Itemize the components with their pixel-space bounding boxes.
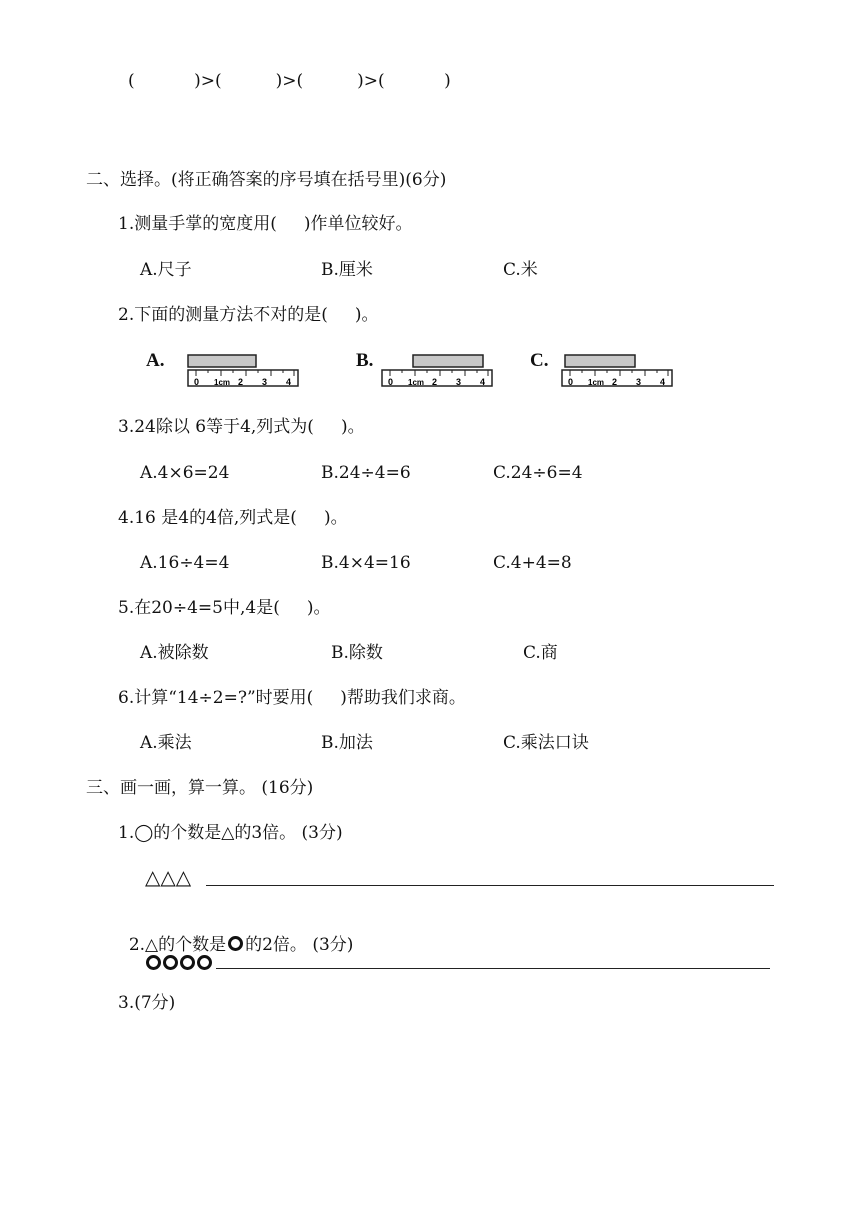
s3-q1-stem: 1.◯的个数是△的3倍。 (3分) [118,823,343,843]
ring-dot-icon [197,955,212,970]
s3-q1-answer-line[interactable] [206,885,774,886]
q2-option-b-ruler [380,352,498,390]
q5-option-b[interactable]: B.除数 [331,643,383,663]
tick-label: 1cm [588,378,605,387]
q2-option-c-label[interactable]: C. [530,350,549,371]
tick-label: 3 [262,377,268,387]
triangle-shapes: △△△ [145,865,192,889]
section-3-heading: 三、画一画，算一算。 (16分) [86,778,314,798]
q3-option-a[interactable]: A.4×6=24 [140,463,230,483]
tick-label: 2 [238,377,244,387]
tick-label: 1cm [408,378,425,387]
q5-stem: 5.在20÷4=5中,4是( )。 [118,598,331,618]
ring-dot-icon [146,955,161,970]
section-2-heading: 二、选择。(将正确答案的序号填在括号里)(6分) [86,170,447,190]
s3-q2-answer-line[interactable] [216,968,770,969]
q4-option-a[interactable]: A.16÷4=4 [140,553,230,573]
q1-option-b[interactable]: B.厘米 [321,260,373,280]
tick-label: 4 [286,377,292,387]
s3-q2-stem [118,912,353,956]
q4-option-b[interactable]: B.4×4=16 [321,553,411,573]
q2-stem: 2.下面的测量方法不对的是( )。 [118,305,379,325]
q6-option-a[interactable]: A.乘法 [140,733,192,753]
s3-q3-stem: 3.(7分) [118,993,176,1013]
q2-option-b-label[interactable]: B. [356,350,374,371]
q2-option-a-label[interactable]: A. [146,350,165,371]
q4-stem: 4.16 是4的4倍,列式是( )。 [118,508,348,528]
tick-label: 3 [456,377,462,387]
tick-label: 2 [612,377,618,387]
tick-label: 3 [636,377,642,387]
ring-dot-icon [163,955,178,970]
ring-dot-icon [180,955,195,970]
ring-dot-icon [228,936,243,951]
q1-option-a[interactable]: A.尺子 [140,260,192,280]
comparison-blanks-row: ( )>( )>( )>( ) [128,71,451,91]
tick-label: 4 [660,377,666,387]
ring-dots-row [146,955,214,971]
q6-option-b[interactable]: B.加法 [321,733,373,753]
q1-option-c[interactable]: C.米 [503,260,538,280]
q2-option-c-ruler [560,352,678,390]
q5-option-c[interactable]: C.商 [523,643,558,663]
tick-label: 0 [388,377,394,387]
q4-option-c[interactable]: C.4+4=8 [493,553,572,573]
q3-option-b[interactable]: B.24÷4=6 [321,463,411,483]
tick-label: 0 [568,377,574,387]
q1-stem: 1.测量手掌的宽度用( )作单位较好。 [118,214,413,234]
q2-option-a-ruler [186,352,304,390]
measured-bar [413,355,483,367]
q3-stem: 3.24除以 6等于4,列式为( )。 [118,417,365,437]
s3-q2-stem-before: 2.△的个数是 [128,935,227,955]
q5-option-a[interactable]: A.被除数 [140,643,209,663]
measured-bar [188,355,256,367]
tick-label: 4 [480,377,486,387]
tick-label: 2 [432,377,438,387]
measured-bar [565,355,635,367]
q3-option-c[interactable]: C.24÷6=4 [493,463,583,483]
s3-q2-stem-after: 的2倍。 (3分) [245,935,354,955]
q6-option-c[interactable]: C.乘法口诀 [503,733,589,753]
tick-label: 0 [194,377,200,387]
q6-stem: 6.计算“14÷2=?”时要用( )帮助我们求商。 [118,688,466,708]
tick-label: 1cm [214,378,231,387]
